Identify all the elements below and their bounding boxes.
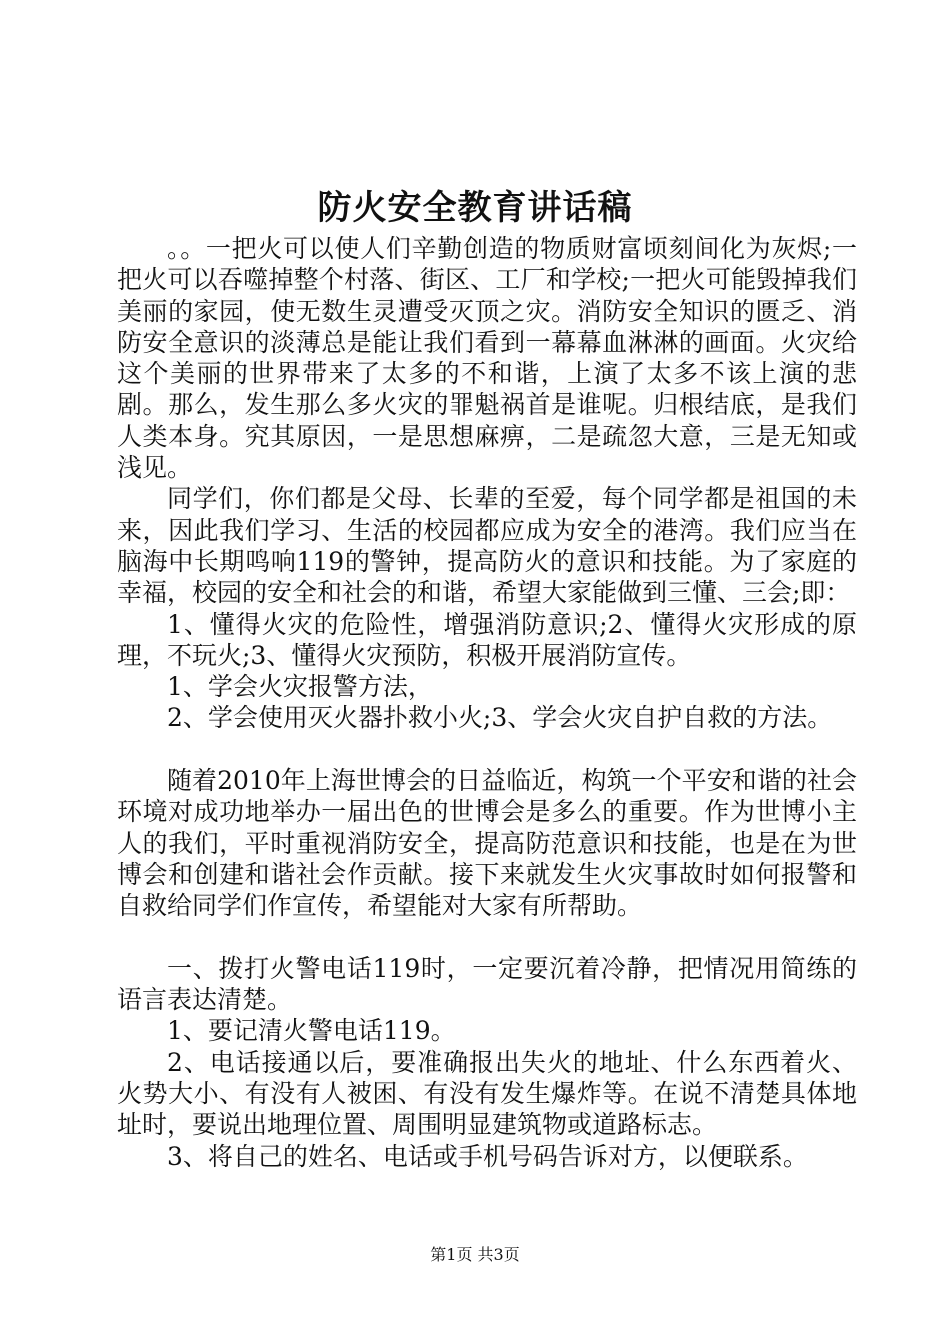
paragraph-three-understand: 1、懂得火灾的危险性，增强消防意识;2、懂得火灾形成的原理，不玩火;3、懂得火灾预防，积极开展消防宣传。 — [117, 609, 857, 670]
paragraph-remember-number: 1、要记清火警电话119。 — [167, 1016, 456, 1046]
paragraph-call-119: 一、拨打火警电话119时，一定要沉着冷静，把情况用简练的语言表达清楚。 — [117, 953, 857, 1015]
document-body — [117, 233, 857, 1172]
paragraph-give-contact: 3、将自己的姓名、电话或手机号码告诉对方，以便联系。 — [167, 1141, 808, 1171]
document-title: 防火安全教育讲话稿 — [317, 188, 633, 228]
blank-line — [117, 734, 857, 765]
paragraph-report-address: 2、电话接通以后，要准确报出失火的地址、什么东西着火、火势大小、有没有人被困、有没有发生爆炸等。在说不清楚具体地址时，要说出地理位置、周围明显建筑物或道路标志。 — [117, 1047, 857, 1140]
paragraph-students: 同学们，你们都是父母、长辈的至爱，每个同学都是祖国的未来，因此我们学习、生活的校园都应成为安全的港湾。我们应当在脑海中长期鸣响119的警钟，提高防火的意识和技能。为了家庭的幸福，校园的安全和社会的和谐，希望大家能做到三懂、三会;即： — [117, 484, 857, 608]
paragraph-learn-extinguish: 2、学会使用灭火器扑救小火;3、学会火灾自护自救的方法。 — [167, 703, 833, 733]
paragraph-intro: 。。一把火可以使人们辛勤创造的物质财富顷刻间化为灰烬;一把火可以吞噬掉整个村落、街区、工厂和学校;一把火可能毁掉我们美丽的家园，使无数生灵遭受灭顶之灾。消防安全知识的匮乏、消防安全意识的淡薄总是能让我们看到一幕幕血淋淋的画面。火灾给这个美丽的世界带来了太多的不和谐，上演了太多不该上演的悲剧。那么，发生那么多火灾的罪魁祸首是谁呢。归根结底，是我们人类本身。究其原因，一是思想麻痹，二是疏忽大意，三是无知或浅见。 — [117, 234, 857, 483]
page-number: 第1页 共3页 — [430, 1245, 520, 1264]
paragraph-expo: 随着2010年上海世博会的日益临近，构筑一个平安和谐的社会环境对成功地举办一届出色的世博会是多么的重要。作为世博小主人的我们，平时重视消防安全，提高防范意识和技能，也是在为世博会和创建和谐社会作贡献。接下来就发生火灾事故时如何报警和自救给同学们作宣传，希望能对大家有所帮助。 — [117, 766, 857, 921]
paragraph-learn-alarm: 1、学会火灾报警方法， — [167, 672, 433, 702]
blank-line — [117, 922, 857, 953]
